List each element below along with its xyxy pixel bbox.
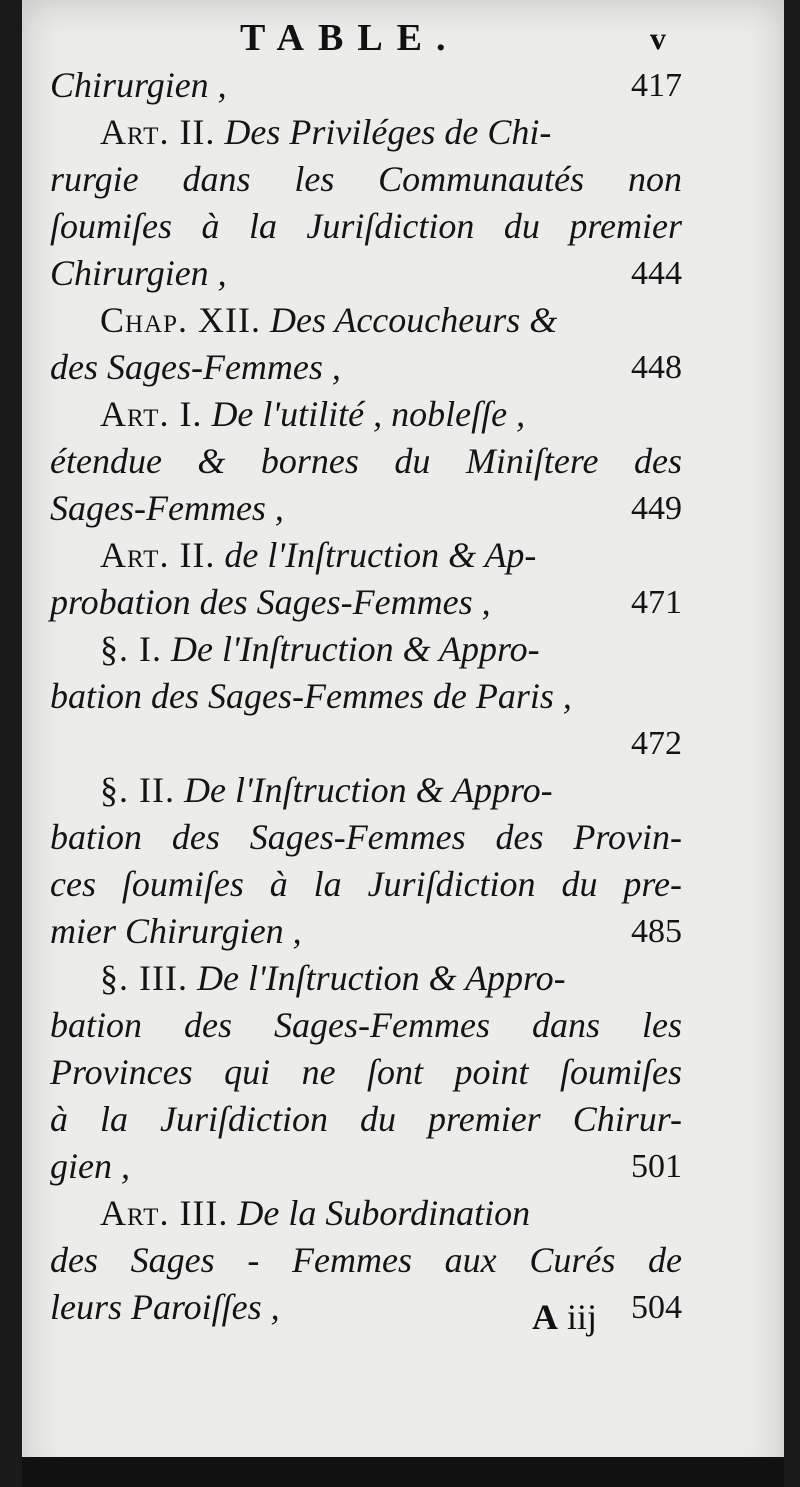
- toc-line: ces ſoumiſes à la Juriſdiction du pre-: [50, 864, 682, 904]
- toc-line: bation des Sages-Femmes des Provin-: [50, 817, 682, 857]
- toc-line: étendue & bornes du Miniſtere des: [50, 441, 682, 481]
- page-number: v: [650, 20, 666, 56]
- toc-line: Art. III. De la Subordination: [100, 1193, 531, 1233]
- page-header: [22, 16, 784, 64]
- book-page: [22, 0, 784, 1487]
- table-of-contents: [50, 62, 682, 1331]
- toc-line: à la Juriſdiction du premier Chirur-: [50, 1099, 682, 1139]
- toc-line: §. III. De l'Inſtruction & Appro-: [100, 958, 566, 998]
- toc-line: ſoumiſes à la Juriſdiction du premier: [50, 206, 682, 246]
- toc-line: probation des Sages-Femmes , 471: [50, 579, 682, 626]
- toc-line: Art. II. Des Priviléges de Chi-: [100, 112, 552, 152]
- signature-mark: A iij: [532, 1297, 598, 1337]
- page-ref: 449: [631, 490, 682, 527]
- page-ref: 471: [631, 584, 682, 621]
- toc-line: Chirurgien , 444: [50, 250, 682, 297]
- page-shadow: [22, 1457, 784, 1487]
- toc-line: bation des Sages-Femmes dans les: [50, 1005, 682, 1045]
- toc-line: mier Chirurgien , 485: [50, 908, 682, 955]
- page-ref: 504: [631, 1289, 682, 1326]
- toc-line: Provinces qui ne ſont point ſoumiſes: [50, 1052, 682, 1092]
- toc-line: bation des Sages-Femmes de Paris ,: [50, 676, 572, 716]
- page-ref: 501: [631, 1148, 682, 1185]
- toc-line: Chirurgien , 417: [50, 62, 682, 109]
- toc-line: rurgie dans les Communautés non: [50, 159, 682, 199]
- page-ref: 472: [631, 725, 682, 762]
- page-ref: 485: [631, 913, 682, 950]
- toc-line: Art. I. De l'utilité , nobleſſe ,: [100, 394, 526, 434]
- toc-line: Art. II. de l'Inſtruction & Ap-: [100, 535, 537, 575]
- page-ref: 444: [631, 255, 682, 292]
- toc-line: des Sages - Femmes aux Curés de: [50, 1240, 682, 1280]
- toc-line: [50, 720, 682, 767]
- toc-line: gien , 501: [50, 1143, 682, 1190]
- toc-line: Sages-Femmes , 449: [50, 485, 682, 532]
- page-ref: 417: [631, 67, 682, 104]
- toc-line: §. II. De l'Inſtruction & Appro-: [100, 770, 553, 810]
- toc-line: des Sages-Femmes , 448: [50, 344, 682, 391]
- toc-line: leurs Paroiſſes , 504: [50, 1284, 682, 1331]
- page-ref: 448: [631, 349, 682, 386]
- toc-line: Chap. XII. Des Accoucheurs &: [100, 300, 558, 340]
- toc-line: §. I. De l'Inſtruction & Appro-: [100, 629, 540, 669]
- running-title: TABLE.: [240, 17, 460, 59]
